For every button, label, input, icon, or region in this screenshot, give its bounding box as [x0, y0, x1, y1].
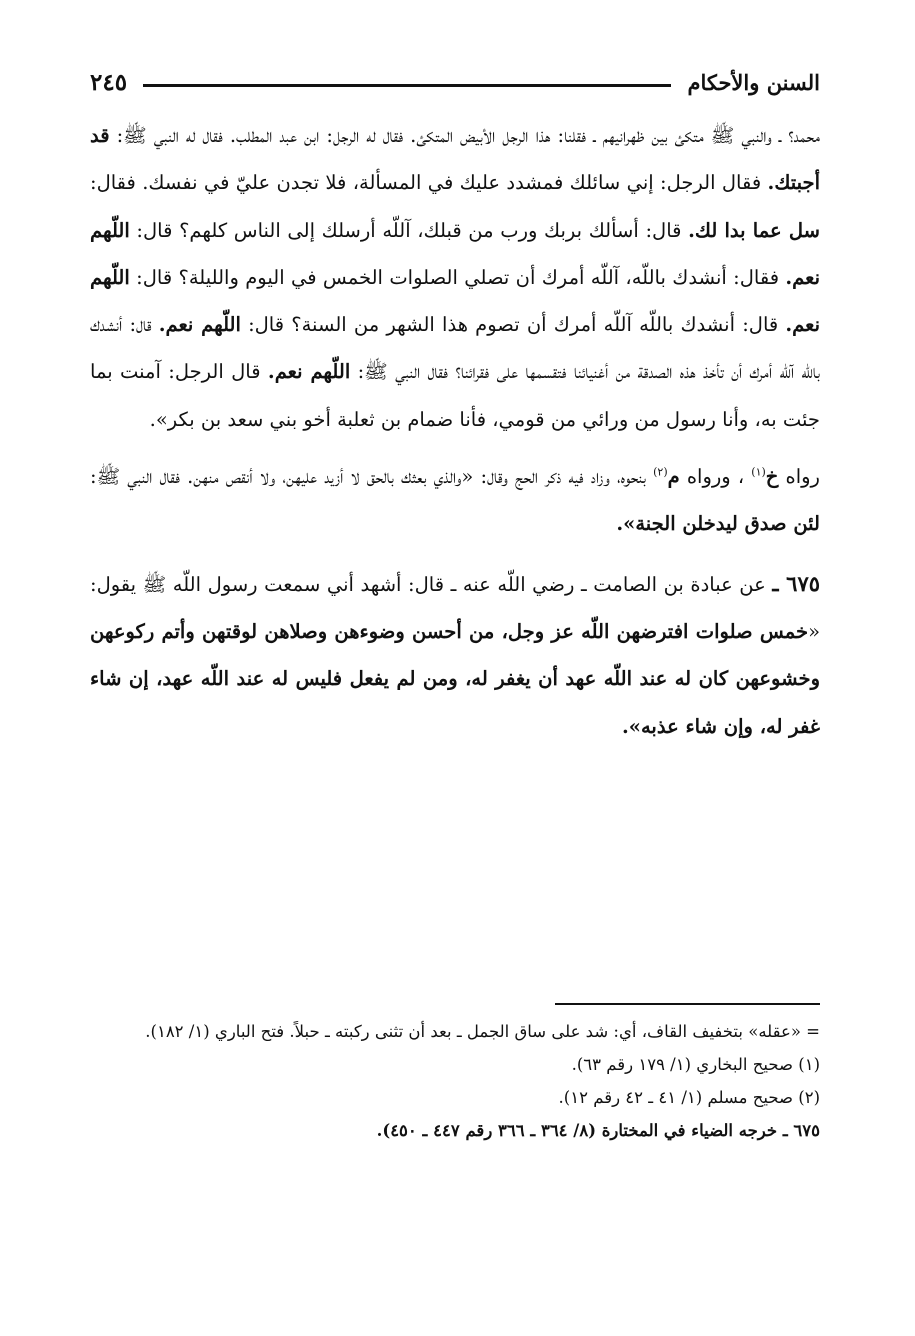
source-siglum-muslim: م — [667, 465, 680, 489]
paragraph-hadith-continuation — [90, 112, 820, 443]
source-siglum-bukhari: خ — [765, 465, 779, 489]
text-run: رواه — [778, 465, 820, 489]
paragraph-hadith-675 — [90, 560, 820, 750]
bold-phrase: سل عما بدا لك. — [688, 218, 820, 242]
running-header — [90, 60, 820, 104]
text-run: قال الرجل: آمنت بما جئت به، وأنا رسول من ورائي من قومي، فأنا ضمام بن ثعلبة أخو بني سعد بن بكر». — [90, 360, 820, 431]
text-run: فقال: أنشدك باللّه، آللّه أمرك أن تصلي الصلوات الخمس في اليوم والليلة؟ قال: — [129, 265, 786, 289]
text-run: محمد؟ ـ والنبي ﷺ متكئ بين ظهرانيهم ـ فقلنا: هذا الرجل الأبيض المتكئ. فقال له الرجل: ابن عبد المطلب. فقال له النبي ﷺ: — [109, 124, 820, 147]
running-title: السنن والأحكام — [687, 69, 820, 95]
body-text — [90, 112, 820, 750]
text-run: ، ورواه — [679, 465, 752, 489]
text-run: قال: أنشدك باللّه آللّه أمرك أن تصوم هذا الشهر من السنة؟ قال: — [240, 313, 786, 337]
footnotes — [90, 1015, 820, 1147]
bold-phrase: اللّهم نعم. — [267, 360, 351, 384]
footnote-ref-2[interactable]: (٢) — [653, 465, 668, 479]
text-run: فقال الرجل: إني سائلك فمشدد عليك في المسألة، فلا تجدن عليّ في نفسك. فقال: — [90, 171, 768, 195]
text-run: عن عبادة بن الصامت ـ رضي اللّه عنه ـ قال: أشهد أني سمعت رسول اللّه ﷺ يقول: « — [90, 572, 820, 643]
footnote-continued: = «عقله» بتخفيف القاف، أي: شد على ساق الجمل ـ بعد أن تثنى ركبته ـ حبلاً. فتح الباري (١/ ١٨٢). — [145, 1022, 820, 1041]
footnote-ref-1[interactable]: (١) — [751, 465, 766, 479]
bold-phrase: قد أجبتك. — [90, 124, 820, 195]
header-rule — [143, 84, 671, 87]
bold-phrase: اللّهم نعم. — [158, 313, 241, 337]
footnote-2: (٢) صحيح مسلم (١/ ٤١ ـ ٤٢ رقم ١٢). — [558, 1088, 820, 1107]
footnote-675: ٦٧٥ ـ خرجه الضياء في المختارة (٨/ ٣٦٤ ـ ٣٦٦ رقم ٤٤٧ ـ ٤٥٠). — [376, 1121, 820, 1140]
hadith-number: ٦٧٥ ـ — [772, 570, 821, 596]
footnote-1: (١) صحيح البخاري (١/ ١٧٩ رقم ٦٣). — [571, 1055, 820, 1074]
bold-phrase: اللّهم نعم. — [90, 218, 820, 289]
hadith-matn: خمس صلوات افترضهن اللّه عز وجل، من أحسن وضوءهن وصلاهن لوقتهن وأتم ركوعهن وخشوعهن كان له عند اللّه عهد أن يغفر له، ومن لم يفعل فليس له عند اللّه عهد، إن شاء غفر له، وإن شاء عذبه». — [90, 619, 820, 738]
paragraph-takhrij — [90, 453, 820, 548]
text-run: بنحوه، وزاد فيه ذكر الحج وقال: «والذي بعثك بالحق لا أزيد عليهن، ولا أنقص منهن. فقال النبي ﷺ: — [90, 465, 654, 489]
text-run: قال: أسألك بربك ورب من قبلك، آللّه أرسلك إلى الناس كلهم؟ قال: — [129, 218, 689, 242]
bold-phrase: لئن صدق ليدخلن الجنة». — [616, 512, 820, 536]
page-number: ٢٤٥ — [90, 68, 128, 96]
text-run: قال: أنشدك باللّه آللّه أمرك أن تأخذ هذه الصدقة من أغنيائنا فتقسمها على فقرائنا؟ فقال النبي ﷺ: — [90, 313, 820, 384]
bold-phrase: اللّهم نعم. — [90, 265, 820, 337]
footnote-separator — [555, 1003, 820, 1005]
